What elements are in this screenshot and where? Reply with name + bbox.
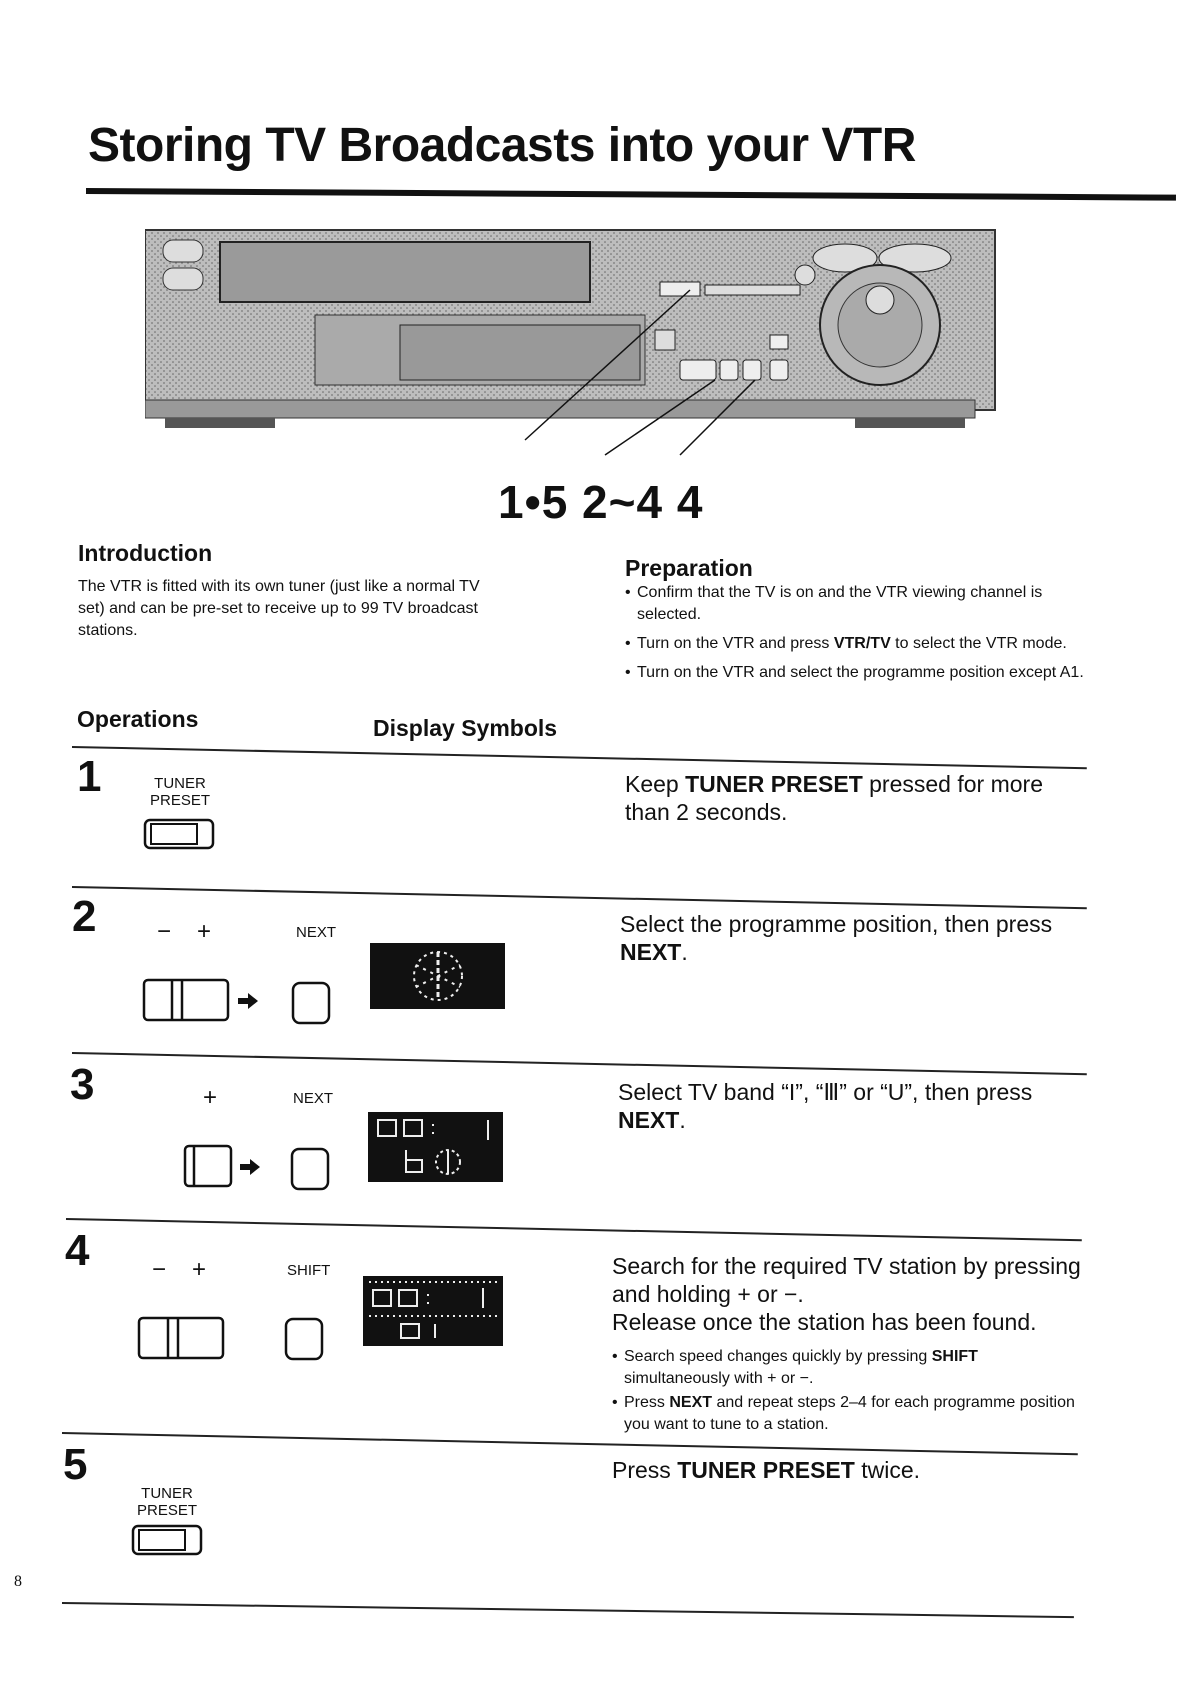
tuner-preset-button-icon bbox=[143, 814, 218, 854]
step-instruction: Select TV band “I”, “Ⅲ” or “U”, then press NEXT. bbox=[618, 1079, 1033, 1133]
minus-label: − bbox=[152, 1256, 167, 1283]
next-button-icon bbox=[289, 1146, 333, 1192]
display-symbol-lcd bbox=[363, 1276, 503, 1346]
note-item: • Search speed changes quickly by pressing SHIFT simultaneously with + or −. bbox=[612, 1346, 1082, 1390]
step-number: 1 bbox=[77, 752, 102, 801]
step-number: 2 bbox=[72, 892, 97, 941]
step-callout: 1•5 2~4 4 bbox=[498, 476, 704, 528]
step-number: 3 bbox=[70, 1060, 95, 1109]
tuner-preset-label: TUNER PRESET bbox=[136, 1485, 197, 1519]
plus-label: + bbox=[197, 918, 212, 945]
step-number: 5 bbox=[63, 1440, 88, 1489]
display-symbols-heading: Display Symbols bbox=[373, 715, 558, 741]
display-symbol-lcd bbox=[370, 943, 505, 1009]
introduction-heading: Introduction bbox=[78, 540, 213, 566]
operations-heading: Operations bbox=[77, 706, 199, 732]
divider bbox=[72, 886, 1087, 909]
next-label: NEXT bbox=[293, 1090, 334, 1107]
vcr-illustration bbox=[145, 220, 1045, 490]
step-instruction: Search for the required TV station by pressing and holding + or −. Release once the station has been found. bbox=[612, 1253, 1081, 1335]
preparation-item: • Turn on the VTR and select the programme position except A1. bbox=[625, 662, 1085, 684]
plus-label: + bbox=[192, 1256, 207, 1283]
preparation-heading: Preparation bbox=[625, 555, 753, 581]
tuner-preset-button-icon bbox=[131, 1520, 206, 1560]
page-title: Storing TV Broadcasts into your VTR bbox=[88, 119, 916, 172]
title-underline bbox=[86, 188, 1176, 201]
plus-label: + bbox=[203, 1084, 218, 1111]
footer-rule bbox=[62, 1602, 1074, 1618]
plus-minus-button-icon bbox=[136, 1314, 231, 1364]
page-number: 8 bbox=[14, 1573, 22, 1590]
step-number: 4 bbox=[65, 1226, 90, 1275]
step-instruction: Keep TUNER PRESET pressed for more than 2 seconds. bbox=[625, 771, 1043, 825]
minus-label: − bbox=[157, 918, 172, 945]
preparation-item: • Confirm that the TV is on and the VTR viewing channel is selected. bbox=[625, 582, 1085, 626]
introduction-text: The VTR is fitted with its own tuner (just like a normal TV set) and can be pre-set to receive up to 99 TV broadcast stations. bbox=[78, 578, 480, 639]
preparation-list bbox=[625, 582, 1085, 691]
next-label: NEXT bbox=[296, 924, 337, 941]
divider bbox=[66, 1218, 1082, 1241]
tuner-preset-label: TUNER PRESET bbox=[149, 775, 210, 809]
divider bbox=[72, 746, 1087, 769]
shift-label: SHIFT bbox=[287, 1262, 331, 1279]
preparation-item: • Turn on the VTR and press VTR/TV to select the VTR mode. bbox=[625, 633, 1085, 655]
next-button-icon bbox=[290, 980, 334, 1026]
note-item: • Press NEXT and repeat steps 2–4 for each programme position you want to tune to a station. bbox=[612, 1392, 1082, 1436]
display-symbol-lcd bbox=[368, 1112, 503, 1182]
step-instruction: Select the programme position, then press NEXT. bbox=[620, 911, 1053, 965]
plus-button-icon bbox=[182, 1142, 267, 1192]
shift-button-icon bbox=[283, 1316, 327, 1362]
divider bbox=[72, 1052, 1087, 1075]
step-instruction: Press TUNER PRESET twice. bbox=[612, 1457, 921, 1483]
plus-minus-button-icon bbox=[142, 976, 262, 1026]
step-notes bbox=[612, 1346, 1082, 1438]
